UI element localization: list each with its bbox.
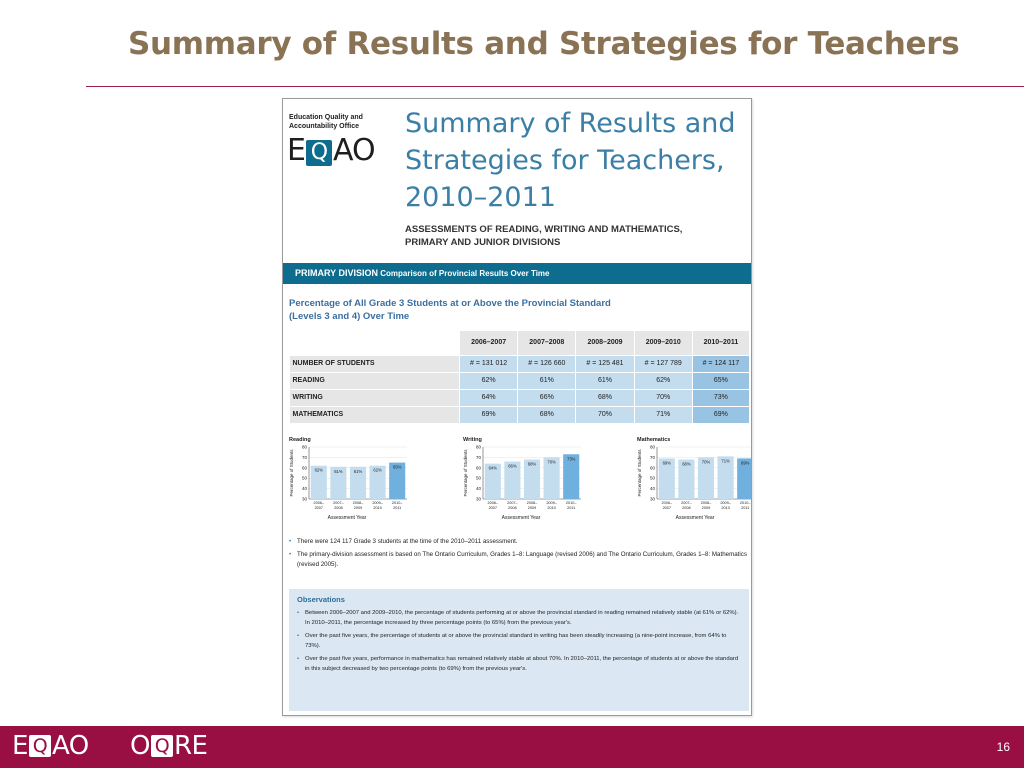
y-tick-label: 60 xyxy=(475,465,481,471)
table-header-row xyxy=(290,331,750,355)
chart-title: Writing xyxy=(463,437,482,443)
writing-chart-svg xyxy=(461,443,586,515)
table-cell: 61% xyxy=(576,372,634,389)
table-cell: # = 127 789 xyxy=(634,355,692,372)
bar-data-label: 70% xyxy=(701,459,711,465)
observations-title: Observations xyxy=(297,595,345,604)
table-corner xyxy=(290,331,460,355)
bar-data-label: 69% xyxy=(662,460,671,466)
table-cell: 68% xyxy=(576,389,634,406)
x-tick-label: 2007 xyxy=(488,506,498,510)
y-tick-label: 50 xyxy=(301,475,307,481)
x-tick-label: 2007 xyxy=(662,506,672,510)
footer-eqao-logo xyxy=(12,731,89,761)
slide-title: Summary of Results and Strategies for Teachers xyxy=(128,26,960,62)
mathematics-chart-svg xyxy=(635,443,752,515)
bar-data-label: 61% xyxy=(334,468,343,474)
y-tick-label: 60 xyxy=(649,465,655,471)
org-name: Education Quality and Accountability Office xyxy=(289,114,363,130)
observation-item: • Between 2006–2007 and 2009–2010, the percentage of students performing at or above the provincial standard in reading remained relatively stable (at 61% or 62%). In 2010–2011, the percentage increased by three percentage points (to 65%) from the previous year's. xyxy=(297,609,741,628)
bar-data-label: 62% xyxy=(314,467,323,473)
y-tick-label: 70 xyxy=(475,454,481,460)
table-cell: 73% xyxy=(692,389,749,406)
row-label: MATHEMATICS xyxy=(290,406,460,423)
x-tick-label: 2007– xyxy=(681,501,692,505)
eqao-logo xyxy=(287,133,375,168)
x-tick-label: 2008– xyxy=(526,501,538,505)
x-tick-label: 2010– xyxy=(739,501,751,505)
table-cell: # = 124 117 xyxy=(692,355,749,372)
document-title: Summary of Results and Strategies for Teachers, 2010–2011 xyxy=(405,108,736,213)
y-tick-label: 80 xyxy=(301,444,307,450)
logo-ao: AO xyxy=(332,133,375,168)
x-tick-label: 2010 xyxy=(547,506,556,510)
bar-data-label: 73% xyxy=(567,456,576,462)
x-tick-label: 2007– xyxy=(507,501,518,505)
x-tick-label: 2007– xyxy=(333,501,344,505)
notes-list xyxy=(289,537,749,573)
table-heading xyxy=(289,297,709,323)
y-axis-label: Percentage of Students xyxy=(289,449,294,497)
y-tick-label: 70 xyxy=(649,454,655,460)
x-tick-label: 2009 xyxy=(701,506,711,510)
band-rest: Comparison of Provincial Results Over Time xyxy=(378,269,550,278)
y-axis-label: Percentage of Students xyxy=(637,449,642,497)
column-header: 2008–2009 xyxy=(576,331,634,355)
note-item: • There were 124 117 Grade 3 students at the time of the 2010–2011 assessment. xyxy=(289,537,749,547)
chart-title: Mathematics xyxy=(637,437,671,443)
table-heading-line1: Percentage of All Grade 3 Students at or Above the Provincial Standard xyxy=(289,298,611,309)
footer-logo-q: Q xyxy=(29,735,51,757)
y-tick-label: 70 xyxy=(301,454,307,460)
document-thumbnail xyxy=(282,98,752,716)
column-header: 2006–2007 xyxy=(460,331,518,355)
writing-chart xyxy=(461,437,591,527)
x-tick-label: 2011 xyxy=(741,506,750,510)
y-axis-label: Percentage of Students xyxy=(463,449,468,497)
table-row xyxy=(290,406,750,423)
column-header: 2010–2011 xyxy=(692,331,749,355)
bar-data-label: 64% xyxy=(488,465,497,471)
table-cell: 71% xyxy=(634,406,692,423)
footer-logo-q2: Q xyxy=(151,735,173,757)
x-tick-label: 2008 xyxy=(682,506,691,510)
bar-data-label: 62% xyxy=(373,467,382,473)
table-cell: # = 125 481 xyxy=(576,355,634,372)
x-tick-label: 2011 xyxy=(393,506,402,510)
row-label: NUMBER OF STUDENTS xyxy=(290,355,460,372)
footer-bar xyxy=(0,726,1024,768)
document-header xyxy=(283,99,751,264)
x-tick-label: 2008 xyxy=(508,506,517,510)
table-cell: # = 131 012 xyxy=(460,355,518,372)
x-tick-label: 2008– xyxy=(700,501,712,505)
results-table xyxy=(289,331,749,423)
table-cell: 62% xyxy=(460,372,518,389)
division-band xyxy=(283,263,751,284)
x-tick-label: 2010 xyxy=(721,506,730,510)
subtitle-line1: ASSESSMENTS OF READING, WRITING AND MATHEMATICS, xyxy=(405,224,683,235)
x-tick-label: 2009– xyxy=(546,501,557,505)
x-tick-label: 2010– xyxy=(391,501,403,505)
note-item: • The primary-division assessment is based on The Ontario Curriculum, Grades 1–8: Language (revised 2006) and The Ontario Curriculum, Grades 1–8: Mathematics (revised 2005). xyxy=(289,550,749,570)
x-tick-label: 2009 xyxy=(527,506,537,510)
y-tick-label: 30 xyxy=(475,496,481,502)
reading-chart xyxy=(287,437,417,527)
charts-row xyxy=(283,437,751,527)
logo-q: Q xyxy=(306,140,332,166)
table-row xyxy=(290,389,750,406)
table-row xyxy=(290,372,750,389)
x-tick-label: 2009 xyxy=(353,506,363,510)
title-divider xyxy=(86,86,1024,87)
bar-data-label: 65% xyxy=(393,464,402,470)
y-tick-label: 40 xyxy=(475,486,481,492)
table-heading-line2: (Levels 3 and 4) Over Time xyxy=(289,311,410,322)
subtitle-line2: PRIMARY AND JUNIOR DIVISIONS xyxy=(405,237,561,248)
chart-xlabel: Assessment Year xyxy=(327,515,367,521)
bar-data-label: 66% xyxy=(508,463,517,469)
observations-list xyxy=(297,609,741,674)
bar-data-label: 71% xyxy=(721,458,730,464)
mathematics-chart xyxy=(635,437,752,527)
chart-xlabel: Assessment Year xyxy=(675,515,715,521)
band-main: PRIMARY DIVISION xyxy=(295,268,379,278)
y-tick-label: 50 xyxy=(649,475,655,481)
table-cell: 62% xyxy=(634,372,692,389)
y-tick-label: 30 xyxy=(301,496,307,502)
y-tick-label: 40 xyxy=(649,486,655,492)
table-cell: 61% xyxy=(518,372,576,389)
table-cell: 70% xyxy=(576,406,634,423)
x-tick-label: 2006– xyxy=(661,501,673,505)
x-tick-label: 2006– xyxy=(487,501,499,505)
table-cell: 66% xyxy=(518,389,576,406)
y-tick-label: 50 xyxy=(475,475,481,481)
row-label: READING xyxy=(290,372,460,389)
footer-logo-ao: AO xyxy=(51,731,89,761)
observation-item: • Over the past five years, the percentage of students at or above the provincial standard in writing has been steadily increasing (a nine-point increase, from 64% to 73%). xyxy=(297,632,741,651)
x-tick-label: 2009– xyxy=(720,501,731,505)
column-header: 2007–2008 xyxy=(518,331,576,355)
table-cell: 69% xyxy=(460,406,518,423)
table-cell: 69% xyxy=(692,406,749,423)
y-tick-label: 80 xyxy=(649,444,655,450)
x-tick-label: 2007 xyxy=(314,506,324,510)
reading-chart-svg xyxy=(287,443,412,515)
bar-data-label: 70% xyxy=(547,459,556,465)
table-cell: 70% xyxy=(634,389,692,406)
x-tick-label: 2011 xyxy=(567,506,576,510)
x-tick-label: 2008 xyxy=(334,506,343,510)
table-row xyxy=(290,355,750,372)
footer-oqre-logo xyxy=(130,731,207,761)
page-number: 16 xyxy=(996,740,1010,754)
logo-e: E xyxy=(287,133,305,168)
y-tick-label: 30 xyxy=(649,496,655,502)
table-cell: 68% xyxy=(518,406,576,423)
chart-title: Reading xyxy=(289,437,311,443)
x-tick-label: 2009– xyxy=(372,501,383,505)
table-cell: # = 126 660 xyxy=(518,355,576,372)
table-cell: 65% xyxy=(692,372,749,389)
table-cell: 64% xyxy=(460,389,518,406)
row-label: WRITING xyxy=(290,389,460,406)
footer-logo-o: O xyxy=(130,731,150,761)
footer-logo-re: RE xyxy=(173,731,208,761)
column-header: 2009–2010 xyxy=(634,331,692,355)
document-subtitle xyxy=(405,223,682,249)
footer-logo-e: E xyxy=(12,731,28,761)
x-tick-label: 2006– xyxy=(313,501,325,505)
x-tick-label: 2008– xyxy=(352,501,364,505)
bar-data-label: 61% xyxy=(353,468,363,474)
x-tick-label: 2010 xyxy=(373,506,382,510)
y-tick-label: 60 xyxy=(301,465,307,471)
x-tick-label: 2010– xyxy=(565,501,577,505)
bar-data-label: 69% xyxy=(741,460,750,466)
bar-data-label: 68% xyxy=(682,461,691,467)
y-tick-label: 40 xyxy=(301,486,307,492)
chart-xlabel: Assessment Year xyxy=(501,515,541,521)
observations-box xyxy=(289,589,749,711)
observation-item: • Over the past five years, performance in mathematics has remained relatively stable at about 70%. In 2010–2011, the percentage of students at or above the standard in this subject decreased by two percentage points (to 69%) from the previous year's. xyxy=(297,655,741,674)
y-tick-label: 80 xyxy=(475,444,481,450)
bar-data-label: 68% xyxy=(527,461,537,467)
